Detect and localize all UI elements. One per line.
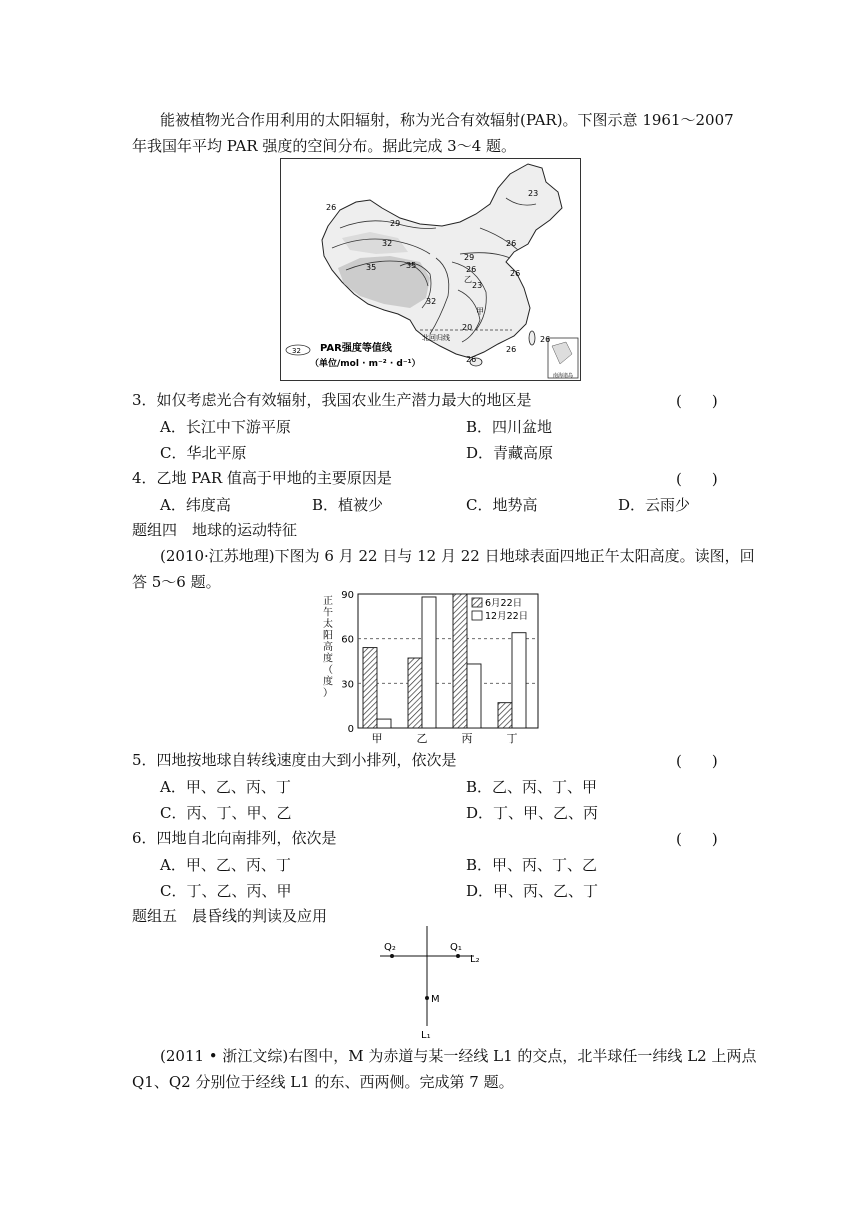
- map-label: 29: [390, 219, 401, 228]
- map-label: 26: [506, 345, 517, 354]
- bar-jun22: [363, 648, 377, 728]
- y-axis-label-char: 高: [323, 642, 333, 653]
- intro2-line-2: 答 5～6 题。: [132, 573, 221, 591]
- y-axis-label-char: ）: [323, 688, 333, 699]
- intro2-line-1: (2010·江苏地理)下图为 6 月 22 日与 12 月 22 日地球表面四地正午太阳高度。读图，回: [160, 547, 755, 565]
- bar-jun22: [498, 703, 512, 728]
- y-tick-label: 0: [347, 724, 354, 735]
- q5-option-b: B．乙、丙、丁、甲: [466, 778, 598, 796]
- l2-label: L₂: [470, 954, 480, 965]
- x-tick-label: 甲: [371, 732, 383, 745]
- group4-title: 题组四 地球的运动特征: [132, 521, 298, 539]
- q4-option-c: C．地势高: [466, 496, 538, 514]
- x-tick-label: 丙: [461, 732, 473, 745]
- inset-label: 南海诸岛: [552, 373, 574, 379]
- legend-sample: 32: [292, 347, 301, 355]
- bar-jun22: [408, 658, 422, 728]
- q1-point: [456, 954, 460, 958]
- bar-dec22: [467, 664, 481, 728]
- q6-option-d: D．甲、丙、乙、丁: [466, 882, 599, 900]
- legend-unit: （单位/mol · m⁻² · d⁻¹）: [310, 359, 421, 369]
- q4-answer-blank: ( ): [676, 470, 718, 488]
- map-label: 35: [406, 261, 417, 270]
- y-axis-label-char: 午: [323, 607, 333, 619]
- intro-line-2: 年我国年平均 PAR 强度的空间分布。据此完成 3～4 题。: [132, 137, 517, 155]
- q6-option-a: A．甲、乙、丙、丁: [160, 856, 291, 874]
- bar-dec22: [377, 719, 391, 728]
- map-label: 23: [528, 189, 539, 198]
- y-tick-label: 30: [341, 679, 354, 691]
- intro-line-1: 能被植物光合作用利用的太阳辐射，称为光合有效辐射(PAR)。下图示意 1961～2007: [160, 111, 734, 129]
- legend-title: PAR强度等值线: [320, 343, 392, 354]
- y-tick-label: 90: [341, 590, 354, 601]
- m-label: M: [431, 994, 440, 1005]
- q6-answer-blank: ( ): [676, 830, 718, 848]
- q2-point: [390, 954, 394, 958]
- map-label: 23: [472, 281, 483, 290]
- map-label: 26: [466, 355, 477, 364]
- map-label: 26: [510, 269, 521, 278]
- q6-option-b: B．甲、丙、丁、乙: [466, 856, 598, 874]
- map-label: 26: [326, 203, 337, 212]
- bar-jun22: [453, 594, 467, 728]
- map-label: 29: [464, 253, 475, 262]
- q4-option-a: A．纬度高: [160, 496, 231, 514]
- x-tick-label: 乙: [416, 732, 428, 745]
- terminator-diagram: [372, 926, 492, 1042]
- q6-option-c: C．丁、乙、丙、甲: [160, 882, 292, 900]
- intro3-line-1: (2011 • 浙江文综)右图中，M 为赤道与某一经线 L1 的交点，北半球任一纬线 L2 上两点: [160, 1047, 757, 1065]
- q5-option-a: A．甲、乙、丙、丁: [160, 778, 291, 796]
- tropic-label: 北回归线: [422, 334, 450, 342]
- map-label: 20: [462, 323, 473, 332]
- map-label: 26: [506, 239, 517, 248]
- legend-label: 6月22日: [485, 598, 523, 609]
- q5-stem: 5．四地按地球自转线速度由大到小排列，依次是: [132, 751, 457, 769]
- map-label: 32: [426, 297, 437, 306]
- q3-stem: 3．如仅考虑光合有效辐射，我国农业生产潜力最大的地区是: [132, 391, 532, 409]
- q4-option-b: B．植被少: [312, 496, 384, 514]
- legend-swatch: [472, 611, 482, 620]
- noon-sun-chart: [318, 590, 540, 746]
- par-map: [280, 158, 581, 381]
- m-point: [425, 996, 429, 1000]
- y-axis-label-char: 正: [323, 596, 333, 607]
- map-label: 32: [382, 239, 393, 248]
- y-axis-label-char: 阳: [323, 630, 333, 642]
- bar-dec22: [512, 633, 526, 728]
- bar-dec22: [422, 597, 436, 728]
- x-tick-label: 丁: [506, 732, 518, 745]
- place-jia: 甲: [476, 307, 484, 316]
- group5-title: 题组五 晨昏线的判读及应用: [132, 907, 328, 925]
- q1-label: Q₁: [450, 942, 462, 953]
- q3-answer-blank: ( ): [676, 392, 718, 410]
- y-axis-label-char: 太: [323, 619, 333, 630]
- q3-option-c: C．华北平原: [160, 444, 247, 462]
- legend-swatch: [472, 598, 482, 607]
- q5-answer-blank: ( ): [676, 752, 718, 770]
- legend-label: 12月22日: [485, 611, 529, 622]
- y-axis-label-char: （: [323, 665, 333, 676]
- q2-label: Q₂: [384, 942, 396, 953]
- y-axis-label-char: 度: [323, 676, 333, 688]
- y-axis-label-char: 度: [323, 653, 333, 665]
- map-label: 26: [466, 265, 477, 274]
- q6-stem: 6．四地自北向南排列，依次是: [132, 829, 337, 847]
- y-tick-label: 60: [341, 634, 354, 646]
- q3-option-a: A．长江中下游平原: [160, 418, 291, 436]
- intro3-line-2: Q1、Q2 分别位于经线 L1 的东、西两侧。完成第 7 题。: [132, 1073, 514, 1091]
- q4-option-d: D．云雨少: [618, 496, 691, 514]
- q5-option-c: C．丙、丁、甲、乙: [160, 804, 292, 822]
- map-label: 35: [366, 263, 377, 272]
- l1-label: L₁: [421, 1030, 431, 1041]
- q5-option-d: D．丁、甲、乙、丙: [466, 804, 599, 822]
- q3-option-b: B．四川盆地: [466, 418, 553, 436]
- q3-option-d: D．青藏高原: [466, 444, 554, 462]
- place-yi: 乙: [464, 275, 472, 284]
- map-label: 26: [540, 335, 551, 344]
- q4-stem: 4．乙地 PAR 值高于甲地的主要原因是: [132, 469, 392, 487]
